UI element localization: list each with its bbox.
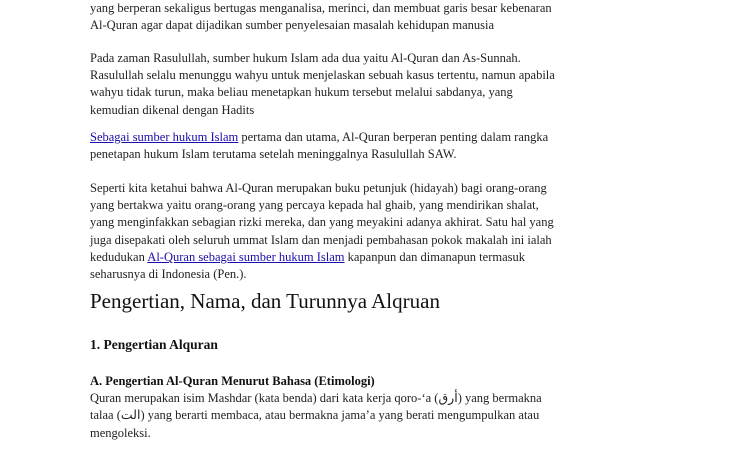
paragraph-petunjuk: [90, 180, 665, 283]
text-line: Quran merupakan isim Mashdar (kata benda) dari kata kerja qoro-‘a (أرق) yang bermakna: [90, 391, 542, 406]
text-span: kedudukan: [90, 249, 148, 264]
subsection-heading: 1. Pengertian Alquran: [90, 337, 218, 352]
section-heading: Pengertian, Nama, dan Turunnya Alqruan: [90, 289, 440, 313]
text-line: Seperti kita ketahui bahwa Al-Quran merupakan buku petunjuk (hidayah) bagi orang-orang: [90, 181, 547, 195]
section-etimologi: [90, 373, 665, 442]
text-line: kemudian dikenal dengan Hadits: [90, 102, 255, 117]
text-line: penetapan hukum Islam terutama setelah meninggalnya Rasulullah SAW.: [90, 147, 457, 162]
link-sumber-hukum-islam[interactable]: Sebagai sumber hukum Islam: [90, 130, 239, 144]
paragraph-rasulullah: [90, 50, 665, 119]
text-span: kapanpun dan dimanapun termasuk: [344, 249, 525, 264]
paragraph-sumber-hukum: [90, 129, 665, 163]
text-line: juga disepakati oleh seluruh ummat Islam dan menjadi pembahasan pokok makalah ini ialah: [90, 232, 552, 247]
text-line: Pada zaman Rasulullah, sumber hukum Islam ada dua yaitu Al-Quran dan As-Sunnah.: [90, 51, 521, 65]
text-line: yang menginfakkan sebagian rizki mereka, dan yang meyakini adanya akhirat. Satu hal yang: [90, 215, 554, 230]
text-line: talaa (الت) yang berarti membaca, atau bermakna jama’a yang berati mengumpulkan atau: [90, 408, 540, 423]
text-line: yang berperan sekaligus bertugas menganalisa, merinci, dan membuat garis besar kebenaran: [90, 1, 552, 15]
etimologi-title: A. Pengertian Al-Quran Menurut Bahasa (Etimologi): [90, 374, 375, 388]
text-line: mengoleksi.: [90, 425, 151, 440]
link-alquran-sumber-hukum[interactable]: Al-Quran sebagai sumber hukum Islam: [147, 249, 345, 264]
text-line: Rasulullah selalu menunggu wahyu untuk menjelaskan sebuah kasus tertentu, namun apabila: [90, 68, 555, 83]
paragraph-intro: [90, 0, 665, 34]
text-span: pertama dan utama, Al-Quran berperan penting dalam rangka: [238, 130, 549, 144]
text-line: Al-Quran agar dapat dijadikan sumber penyelesaian masalah kehidupan manusia: [90, 18, 495, 33]
text-line: [90, 129, 665, 146]
text-line: seharusnya di Indonesia (Pen.).: [90, 267, 247, 282]
text-line: yang bertakwa yaitu orang-orang yang percaya kepada hal ghaib, yang mendirikan shalat,: [90, 198, 539, 213]
text-line: wahyu tidak turun, maka beliau menetapkan hukum tersebut melalui sabdanya, yang: [90, 85, 513, 100]
text-line: [90, 249, 665, 266]
